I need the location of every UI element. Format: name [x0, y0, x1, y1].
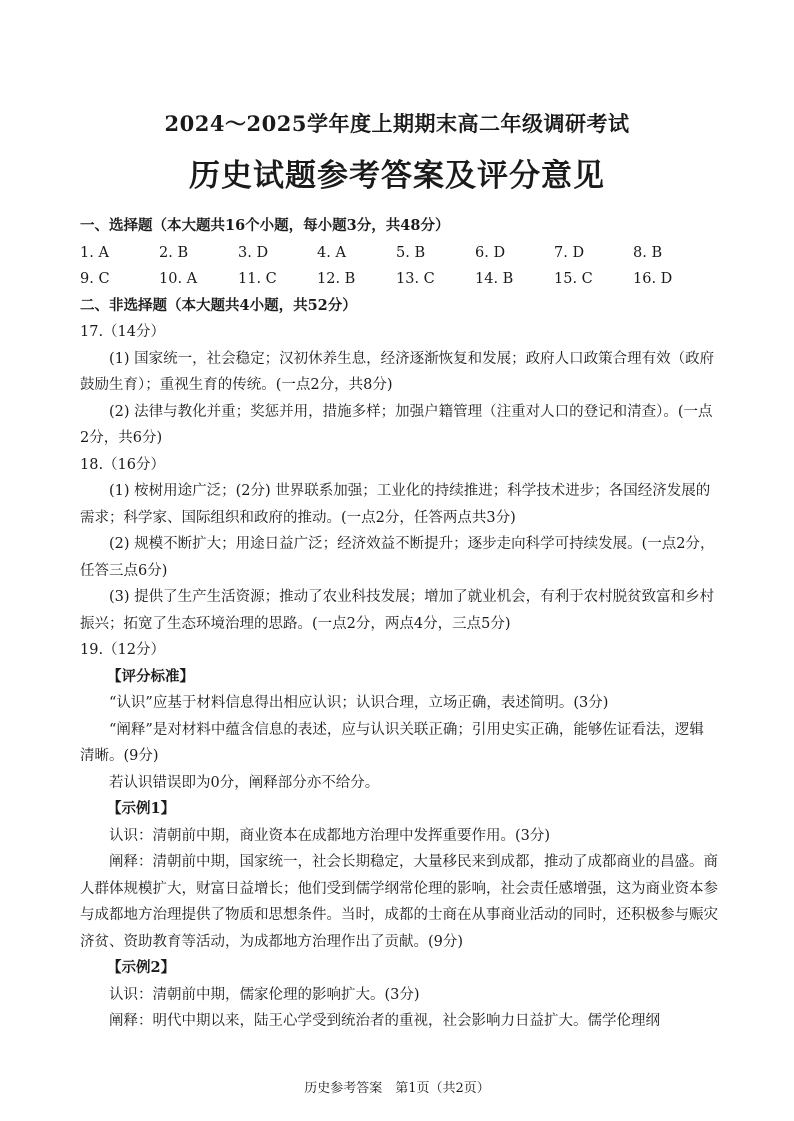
answer-item: 9. C — [80, 271, 110, 287]
answer-item: 3. D — [238, 244, 269, 261]
q17-label: 17.（14分） — [80, 324, 166, 340]
exam-title: 2024～2025学年度上期期末高二年级调研考试 — [164, 111, 630, 136]
answer-item: 14. B — [475, 271, 514, 287]
answer-row-1 — [80, 240, 718, 267]
q19-example2-heading: 【示例2】 — [107, 959, 176, 976]
q19-criteria-heading: 【评分标准】 — [107, 667, 194, 685]
q19-criteria-2: “阐释”是对材料中蕴含信息的表述，应与认识关联正确；引用史实正确，能够佐证看法，逻辑清晰。(9分) — [80, 721, 704, 764]
answer-content — [80, 213, 718, 1035]
answer-item: 10. A — [159, 271, 198, 287]
page-footer: 历史参考答案 第1页（共2页） — [304, 1081, 490, 1096]
q18-answer-1: (1) 桉树用途广泛；(2分) 世界联系加强；工业化的持续推进；科学技术进步；各国经济发展的需求；科学家、国际组织和政府的推动。(一点2分，任答两点共3分) — [80, 483, 711, 526]
q17-answer-1: (1) 国家统一，社会稳定；汉初休养生息，经济逐渐恢复和发展；政府人口政策合理有效（政府鼓励生育）；重视生育的传统。(一点2分，共8分) — [80, 350, 715, 393]
q19-example2-explanation: 阐释：明代中期以来，陆王心学受到统治者的重视，社会影响力日益扩大。儒学伦理纲 — [109, 1013, 660, 1029]
answer-item: 13. C — [396, 271, 435, 287]
answer-item: 15. C — [554, 271, 593, 287]
q18-answer-3: (3) 提供了生产生活资源；推动了农业科技发展；增加了就业机会，有利于农村脱贫致富和乡村振兴；拓宽了生态环境治理的思路。(一点2分，两点4分，三点5分) — [80, 589, 715, 632]
answer-item: 7. D — [554, 244, 585, 261]
answer-item: 16. D — [633, 271, 673, 287]
q19-example1-heading: 【示例1】 — [107, 800, 176, 817]
q19-label: 19.（12分） — [80, 642, 166, 658]
answer-item: 11. C — [238, 271, 277, 287]
answer-item: 5. B — [396, 244, 426, 261]
q19-criteria-1: “认识”应基于材料信息得出相应认识；认识合理，立场正确，表述简明。(3分) — [109, 695, 609, 711]
q19-example1-view: 认识：清朝前中期，商业资本在成都地方治理中发挥重要作用。(3分) — [109, 827, 551, 844]
q18-answer-2: (2) 规模不断扩大；用途日益广泛；经济效益不断提升；逐步走向科学可持续发展。(一点2分，任答三点6分) — [80, 536, 715, 579]
section1-heading: 一、选择题（本大题共16个小题，每小题3分，共48分） — [80, 217, 450, 234]
answer-item: 8. B — [633, 244, 663, 261]
answer-item: 2. B — [159, 244, 189, 261]
q18-label: 18.（16分） — [80, 456, 166, 473]
answer-item: 4. A — [317, 244, 346, 261]
q19-example1-explanation: 阐释：清朝前中期，国家统一，社会长期稳定，大量移民来到成都，推动了成都商业的昌盛。商人群体规模扩大，财富日益增长；他们受到儒学纲常伦理的影响，社会责任感增强，这为商业资本参与成都地方治理提供了物质和思想条件。当时，成都的士商在从事商业活动的同时，还积极参与赈灾济贫、资助教育等活动，为成都地方治理作出了贡献。(9分) — [80, 854, 718, 950]
q17-answer-2: (2) 法律与教化并重；奖惩并用，措施多样；加强户籍管理（注重对人口的登记和清查）。(一点2分，共6分) — [80, 403, 713, 446]
answer-item: 1. A — [80, 244, 109, 261]
answer-row-2 — [80, 266, 718, 293]
q19-example2-view: 认识：清朝前中期，儒家伦理的影响扩大。(3分) — [109, 986, 420, 1003]
answer-item: 6. D — [475, 244, 506, 261]
section2-heading: 二、非选择题（本大题共4小题，共52分） — [80, 296, 357, 314]
q19-criteria-3: 若认识错误即为0分，阐释部分亦不给分。 — [109, 774, 380, 791]
document-title: 历史试题参考答案及评分意见 — [189, 158, 605, 194]
answer-item: 12. B — [317, 271, 356, 287]
